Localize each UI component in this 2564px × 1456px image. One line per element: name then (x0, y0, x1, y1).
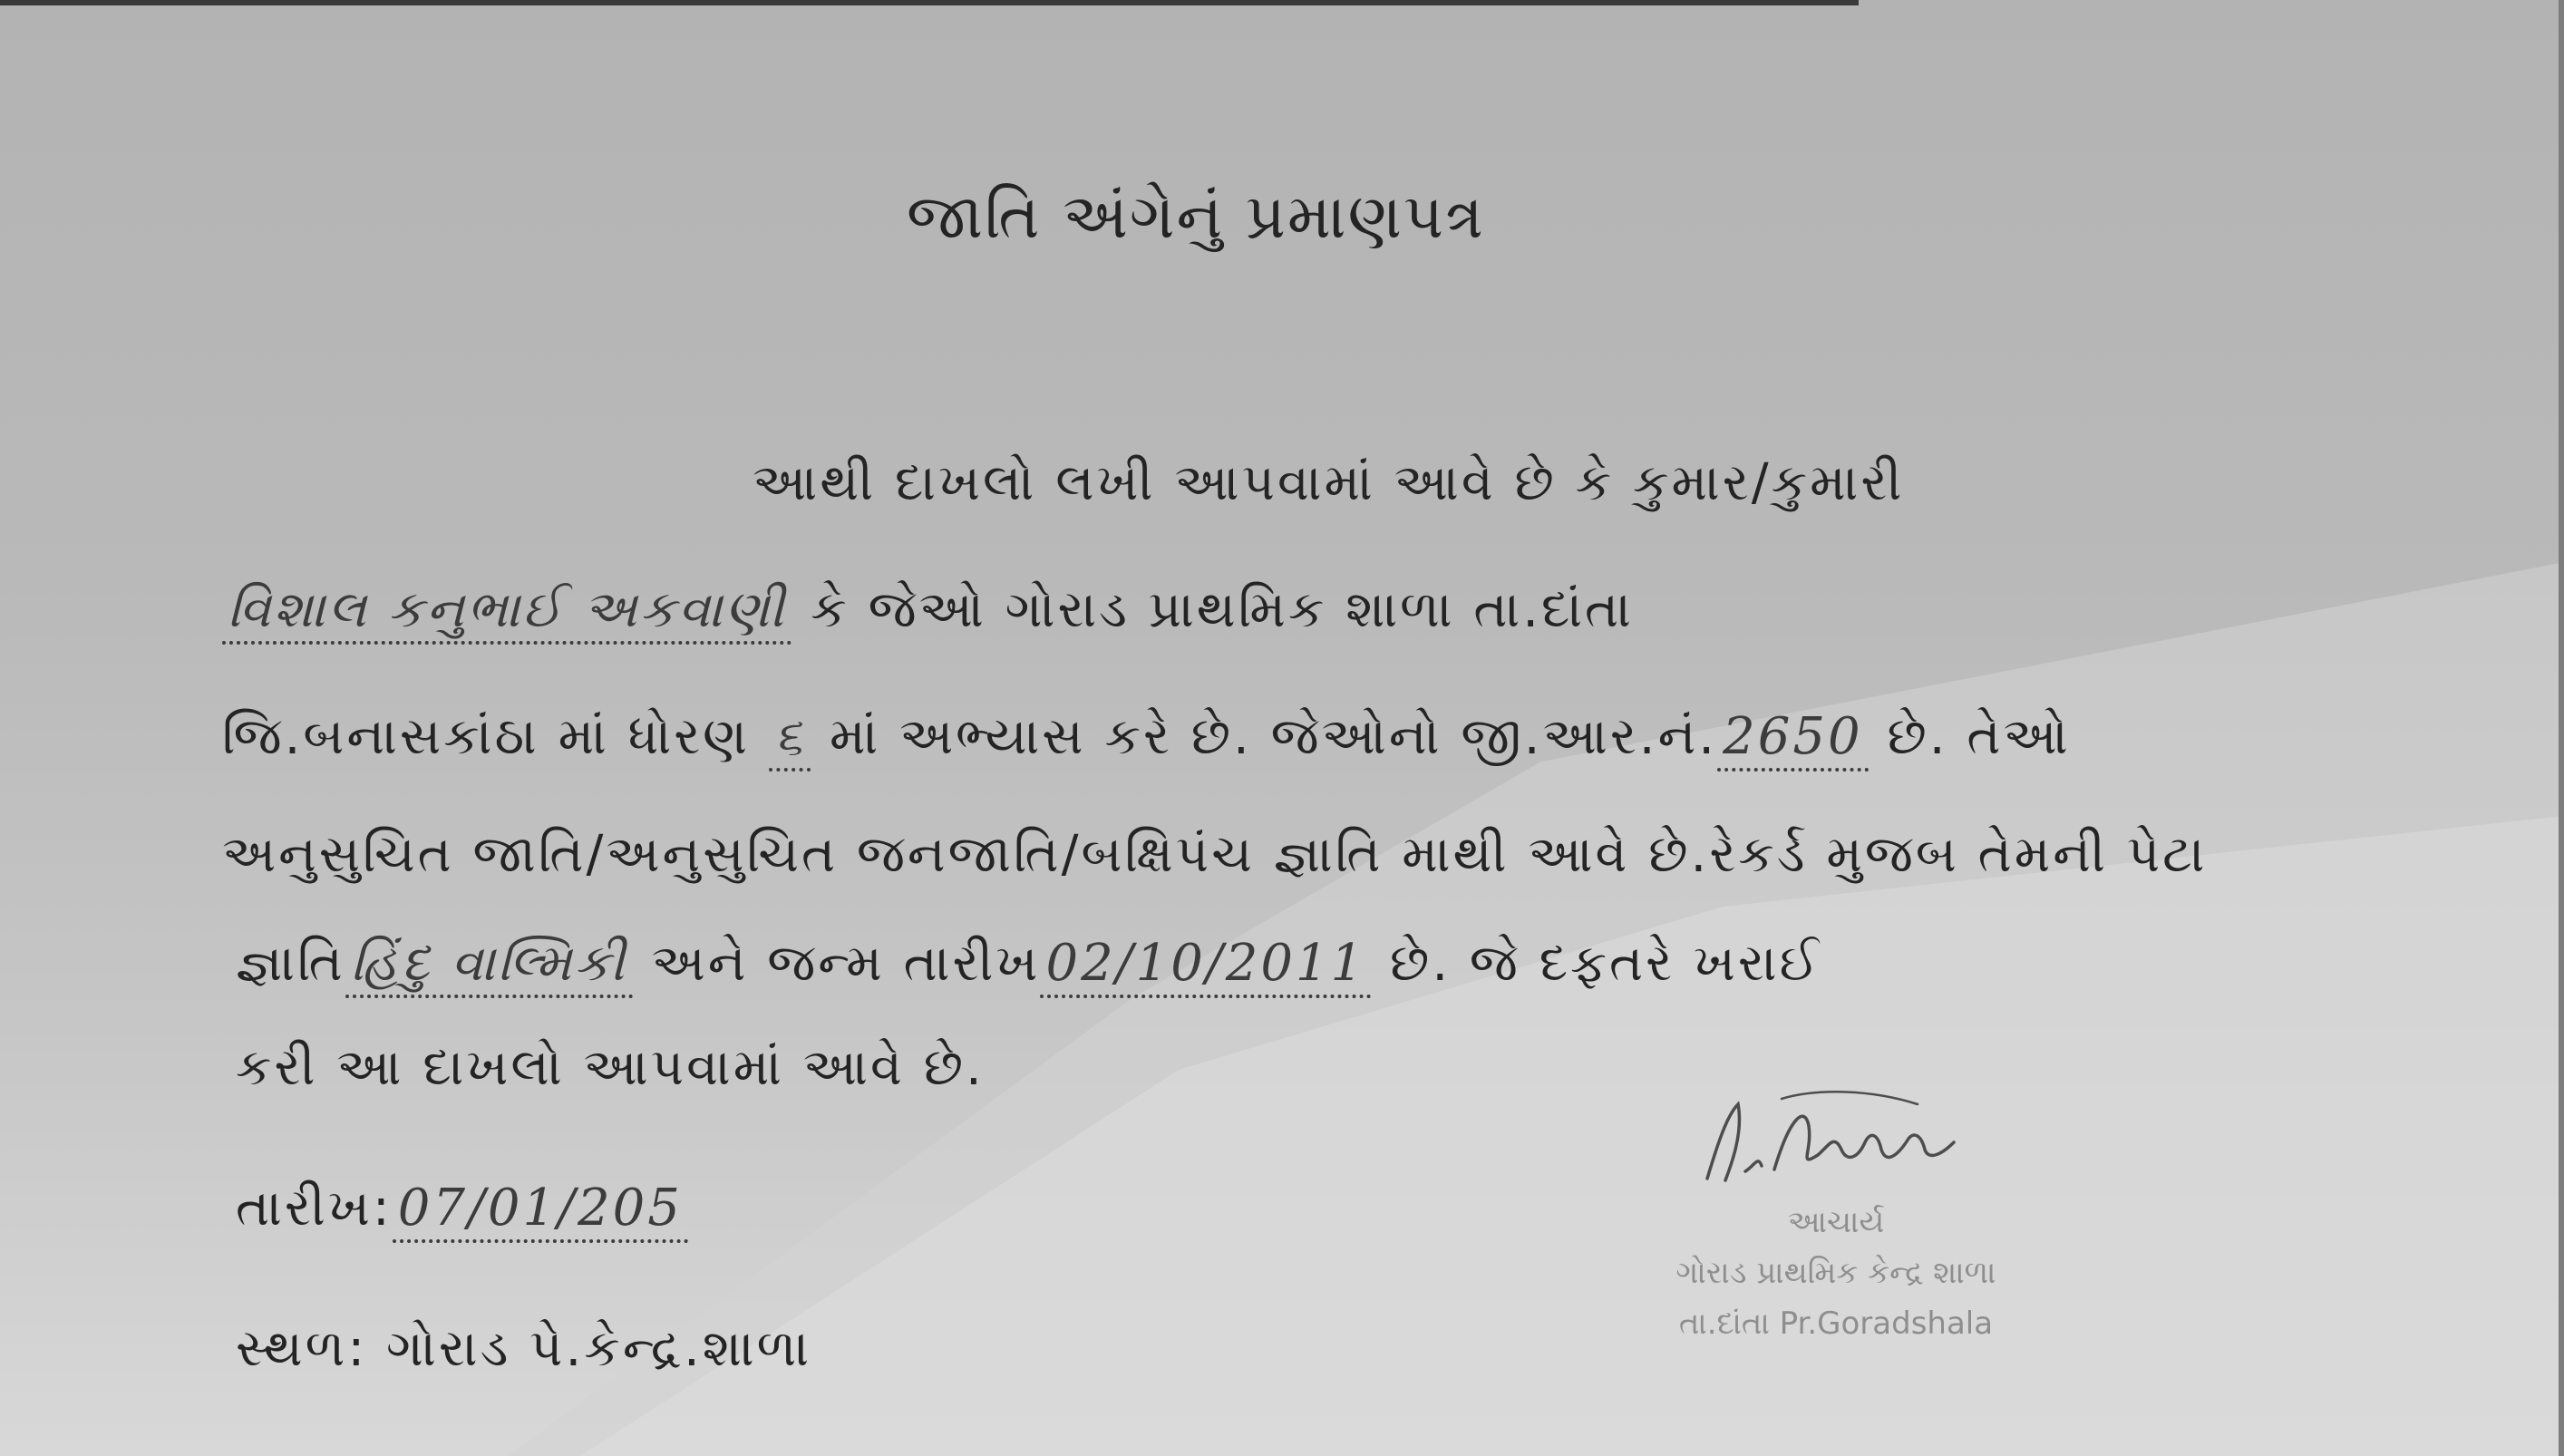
place-label: સ્થળ: (236, 1319, 368, 1378)
stamp-line-2: તા.દાંતા Pr.Goradshala (1678, 1306, 1994, 1342)
body-line-3 (222, 707, 2071, 767)
place-value: ગોરાડ પે.કેન્દ્ર.શાળા (386, 1319, 812, 1378)
verification-text: છે. જે દફતરે ખરાઈ (1390, 934, 1821, 993)
issue-date: 07/01/205 (393, 1179, 688, 1243)
stamp-line-1: ગોરાડ પ્રાથમિક કેન્દ્ર શાળા (1675, 1255, 1996, 1291)
birth-date-value: 02/10/2011 (1040, 934, 1371, 998)
caste-category-text: અનુસુચિત જાતિ/અનુસુચિત જનજાતિ/બક્ષિપંચ જ્ઞાતિ માથી આવે છે.રેકર્ડ મુજબ તેમની પેટા (222, 825, 2208, 884)
body-line-5 (236, 934, 1821, 994)
intro-text: આથી દાખલો લખી આપવામાં આવે છે કે કુમાર/કુમારી (753, 453, 1905, 512)
closing-text: કરી આ દાખલો આપવામાં આવે છે. (236, 1038, 985, 1097)
top-edge-shadow (0, 0, 1859, 5)
gr-number: 2650 (1717, 707, 1869, 772)
right-edge-shadow (2559, 0, 2564, 1456)
date-label: તારીખ: (236, 1179, 393, 1238)
student-name: વિશાલ કનુભાઈ અકવાણી (222, 580, 792, 645)
body-line-2 (222, 580, 1634, 640)
study-text: માં અભ્યાસ કરે છે. જેઓનો જી.આર.નં. (830, 707, 1718, 766)
sub-caste-label: જ્ઞાતિ (236, 934, 345, 993)
school-text: કે જેઓ ગોરાડ પ્રાથમિક શાળા તા.દાંતા (811, 580, 1634, 639)
signatory-role: આચાર્ય (1787, 1204, 1885, 1240)
body-line-1 (753, 453, 1904, 513)
place-line (236, 1319, 811, 1379)
body-line-4 (222, 825, 2208, 885)
birth-date-label: અને જન્મ તારીખ (651, 934, 1041, 993)
line3-end-text: છે. તેઓ (1887, 707, 2071, 766)
body-line-6 (236, 1038, 985, 1098)
district-text: જિ.બનાસકાંઠા માં ધોરણ (222, 707, 751, 766)
sub-caste-value: હિંદુ વાલ્મિકી (345, 934, 633, 998)
certificate-title: જાતિ અંગેનું પ્રમાણપત્ર (907, 181, 1485, 253)
date-line (236, 1179, 688, 1238)
signature-scribble (1691, 1079, 1981, 1197)
standard-value: ૬ (769, 707, 811, 772)
signature-block (1541, 1079, 2131, 1349)
